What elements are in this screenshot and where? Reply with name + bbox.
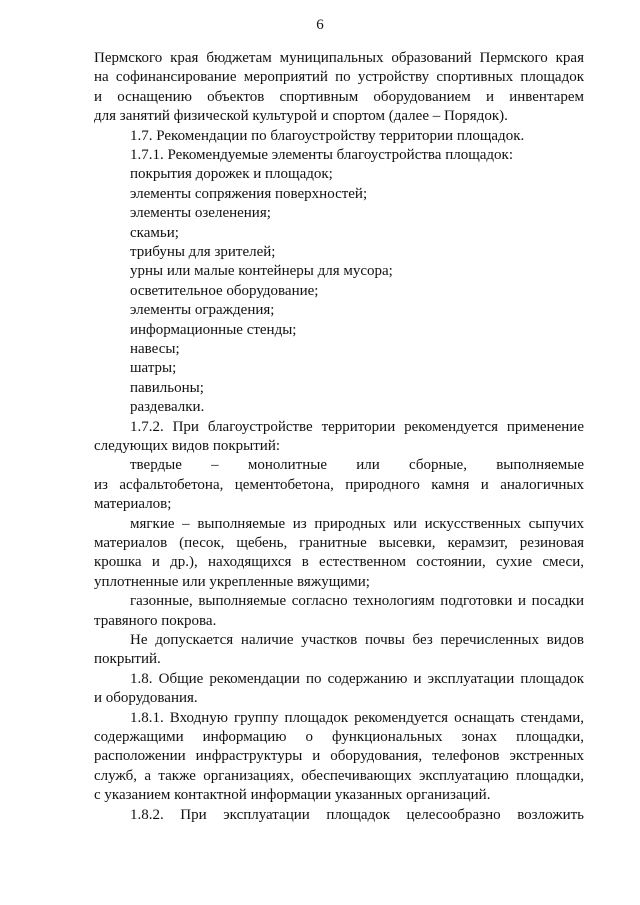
text-line: материалов (песок, щебень, гранитные высевки, керамзит, резиновая xyxy=(94,535,584,551)
text-line: 1.8.2. При эксплуатации площадок целесообразно возложить xyxy=(130,806,584,823)
text-line: следующих видов покрытий: xyxy=(94,438,281,454)
text-line: осветительное оборудование; xyxy=(130,282,319,299)
text-line: 1.8.1. Входную группу площадок рекомендуется оснащать стендами, xyxy=(130,709,584,726)
text-line: раздевалки. xyxy=(130,399,205,416)
text-line: расположении инфраструктуры и оборудования, телефонов экстренных xyxy=(94,748,584,765)
text-line: служб, а также организациях, обеспечивающих эксплуатацию площадки, xyxy=(94,767,584,784)
text-line: с указанием контактной информации указанных организаций. xyxy=(94,787,491,804)
text-line: из асфальтобетона, цементобетона, природного камня и аналогичных xyxy=(94,476,584,493)
text-line: элементы сопряжения поверхностей; xyxy=(130,185,368,202)
text-line: крошка и др.), находящихся в естественном состоянии, сухие смеси, xyxy=(94,554,584,571)
text-line: Не допускается наличие участков почвы без перечисленных видов xyxy=(130,632,584,648)
text-line: информационные стенды; xyxy=(130,321,297,338)
text-line: павильоны; xyxy=(130,379,204,396)
text-line: 1.7.2. При благоустройстве территории рекомендуется применение xyxy=(130,418,584,435)
text-line: 1.7. Рекомендации по благоустройству территории площадок. xyxy=(130,127,525,144)
text-line: на софинансирование мероприятий по устройству спортивных площадок xyxy=(94,69,584,86)
text-line: трибуны для зрителей; xyxy=(130,244,276,260)
text-line: твердые – монолитные или сборные, выполняемые xyxy=(130,457,584,474)
text-line: элементы ограждения; xyxy=(130,302,275,319)
text-line: элементы озеленения; xyxy=(130,205,271,222)
text-line: покрытий. xyxy=(94,651,161,668)
text-line: покрытия дорожек и площадок; xyxy=(130,166,333,183)
text-line: скамьи; xyxy=(130,224,179,241)
text-line: уплотненные или укрепленные вяжущими; xyxy=(94,573,370,590)
text-line: 1.8. Общие рекомендации по содержанию и эксплуатации площадок xyxy=(130,670,584,687)
text-line: травяного покрова. xyxy=(94,612,217,629)
text-line: 1.7.1. Рекомендуемые элементы благоустройства площадок: xyxy=(130,147,514,163)
text-line: мягкие – выполняемые из природных или искусственных сыпучих xyxy=(130,515,584,532)
text-line: навесы; xyxy=(130,341,180,357)
text-line: и оборудования. xyxy=(94,690,198,707)
text-line: шатры; xyxy=(130,360,177,377)
text-line: содержащими информацию о функциональных зонах площадки, xyxy=(94,729,584,745)
text-line: урны или малые контейнеры для мусора; xyxy=(130,263,393,280)
text-line: и оснащению объектов спортивным оборудованием и инвентарем xyxy=(94,88,584,105)
text-line: для занятий физической культурой и спортом (далее – Порядок). xyxy=(94,108,508,125)
text-line: газонные, выполняемые согласно технологиям подготовки и посадки xyxy=(130,593,584,610)
page-number: 6 xyxy=(316,17,324,33)
text-line: материалов; xyxy=(94,496,172,513)
text-line: Пермского края бюджетам муниципальных образований Пермского края xyxy=(94,50,584,66)
